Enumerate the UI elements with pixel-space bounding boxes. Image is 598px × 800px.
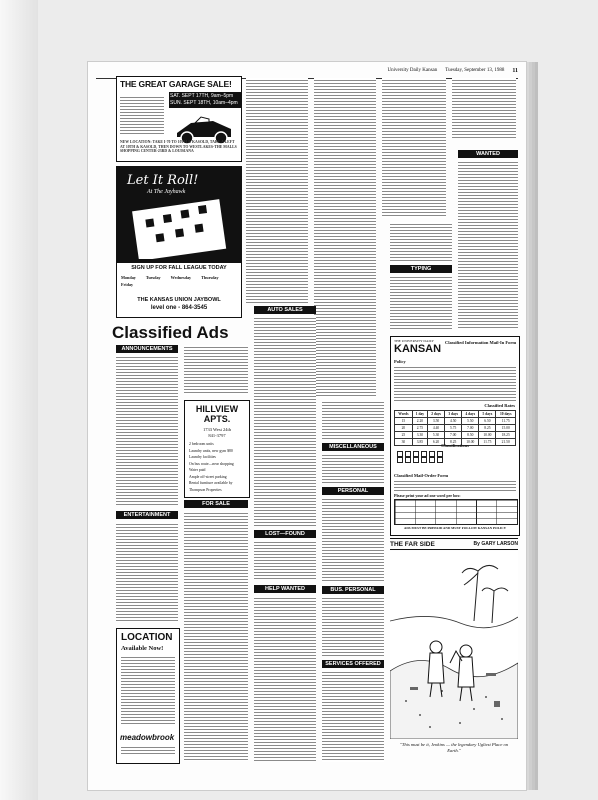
rates-cell: 3.50 bbox=[428, 418, 445, 425]
hillview-ad bbox=[184, 400, 250, 498]
lost-found-listings bbox=[254, 540, 316, 580]
rates-cell: 5.30 bbox=[428, 432, 445, 439]
rates-cell: 21.50 bbox=[496, 439, 516, 446]
mailin-fields[interactable] bbox=[394, 479, 516, 491]
hillview-feature: Rental furniture available by Thompson Properties bbox=[189, 481, 233, 492]
rates-cell: 2.20 bbox=[412, 418, 427, 425]
listings-col4-top bbox=[382, 78, 446, 218]
meadowbrook-logo: meadowbrook bbox=[120, 733, 175, 742]
section-personal: PERSONAL bbox=[322, 487, 384, 495]
section-miscellaneous: MISCELLANEOUS bbox=[322, 443, 384, 451]
kansan-policy: Policy bbox=[394, 359, 406, 364]
hillview-feature: 2 bedroom units bbox=[189, 442, 214, 446]
form-footer: ADS MUST BE PREPAID AND MUST FOLLOW KANSAN POLICY bbox=[403, 526, 507, 530]
far-side-title: THE FAR SIDE bbox=[390, 540, 435, 548]
hillview-feature: On bus route—near shopping bbox=[189, 461, 234, 466]
garage-sale-dates bbox=[169, 92, 241, 108]
section-entertainment: ENTERTAINMENT bbox=[116, 511, 178, 519]
bowling-days bbox=[121, 275, 237, 287]
sale-copy bbox=[120, 95, 164, 135]
sale-location: NEW LOCATION: TAKE I-70 TO 10TH & KASOLD, TAKE A LEFT AT 10TH & KASOLD, THEN DOWN TO WESTLAKES-THE MALLS SHOPPING CENTER-23RD & LOUISIANA bbox=[120, 140, 237, 153]
checkbox[interactable] bbox=[437, 457, 443, 463]
day-tuesday: Tuesday bbox=[145, 275, 161, 280]
far-side-header bbox=[390, 538, 518, 550]
location-subtitle: Available Now! bbox=[121, 645, 164, 652]
hillview-feature: Ample off-street parking bbox=[189, 474, 227, 479]
section-lost-found: LOST—FOUND bbox=[254, 530, 316, 538]
bowling-signup: SIGN UP FOR FALL LEAGUE TODAY bbox=[131, 265, 227, 271]
bowling-ad bbox=[116, 166, 242, 318]
rates-cell: 8.25 bbox=[445, 439, 462, 446]
rates-header: 1 day bbox=[412, 411, 427, 418]
checkbox[interactable] bbox=[397, 457, 403, 463]
personal-listings bbox=[322, 497, 384, 582]
hillview-feature: Laundry facilities bbox=[189, 455, 216, 459]
rates-cell: 25 bbox=[395, 432, 413, 439]
rates-title: Classified Rates bbox=[484, 403, 515, 408]
far-side-author: By GARY LARSON bbox=[473, 541, 518, 547]
location-footer bbox=[121, 745, 175, 755]
bowling-phone: level one - 864-3545 bbox=[150, 305, 208, 311]
section-for-sale: FOR SALE bbox=[184, 500, 248, 508]
day-monday: Monday bbox=[121, 275, 136, 280]
rates-cell: 15 bbox=[395, 418, 413, 425]
rates-row bbox=[395, 425, 516, 432]
kansan-form-title: Classified Information Mail-In Form bbox=[445, 340, 517, 345]
listings-col5-top bbox=[452, 78, 516, 138]
paper-name: University Daily Kansan bbox=[387, 68, 438, 73]
rates-row bbox=[395, 418, 516, 425]
garage-sale-ad bbox=[116, 76, 242, 162]
day-friday: Friday bbox=[121, 282, 134, 287]
bus-personal-listings bbox=[322, 596, 384, 656]
section-typing: TYPING bbox=[390, 265, 452, 273]
rates-header: Words bbox=[395, 411, 413, 418]
listings-col3-top bbox=[314, 78, 376, 398]
section-wanted: WANTED bbox=[458, 150, 518, 158]
far-side-caption: "This must be it, Jenkins — the legendary Ugliest Place on Earth." bbox=[399, 742, 509, 753]
word-boxes[interactable] bbox=[394, 499, 518, 525]
rates-cell: 2.75 bbox=[412, 425, 427, 432]
bowling-art bbox=[117, 167, 241, 263]
rates-cell: 30 bbox=[395, 439, 413, 446]
hillview-feature: Laundry units, new gym $80 bbox=[189, 448, 233, 453]
rates-cell: 7.00 bbox=[445, 432, 462, 439]
classification-checkboxes bbox=[397, 451, 515, 469]
location-ad bbox=[116, 628, 180, 764]
rates-header: 4 days bbox=[462, 411, 479, 418]
checkbox[interactable] bbox=[413, 457, 419, 463]
listings-col2-top bbox=[246, 78, 308, 303]
classified-title: Classified Ads bbox=[112, 323, 229, 342]
rates-cell: 6.20 bbox=[428, 439, 445, 446]
kansan-logo: KANSAN bbox=[394, 343, 442, 355]
announcements-listings bbox=[116, 355, 178, 505]
location-title: LOCATION bbox=[121, 632, 173, 643]
col2-listings-a bbox=[184, 345, 248, 395]
far-side-cartoon bbox=[390, 551, 518, 739]
rates-cell: 8.50 bbox=[462, 432, 479, 439]
typing-listings bbox=[390, 275, 452, 330]
checkbox[interactable] bbox=[405, 457, 411, 463]
hillview-features bbox=[189, 441, 247, 493]
bowling-script-title: Let It Roll! bbox=[127, 173, 199, 188]
rates-header: 10 days bbox=[496, 411, 516, 418]
rates-table bbox=[394, 410, 516, 446]
for-sale-listings bbox=[184, 511, 248, 761]
bowling-script-sub: At The Jayhawk bbox=[147, 189, 186, 195]
paper-date: Tuesday, September 13, 1988 bbox=[445, 68, 505, 73]
rates-cell: 10.00 bbox=[462, 439, 479, 446]
day-wednesday: Wednesday bbox=[170, 275, 192, 280]
col5-listings-a bbox=[390, 222, 452, 262]
help-wanted-listings bbox=[254, 596, 316, 761]
garage-sale-title: THE GREAT GARAGE SALE! bbox=[120, 79, 232, 89]
rates-cell: 4.50 bbox=[445, 418, 462, 425]
day-thursday: Thursday bbox=[201, 275, 219, 280]
rates-cell: 5.75 bbox=[445, 425, 462, 432]
kansan-mailin-form bbox=[390, 336, 520, 536]
location-copy bbox=[121, 655, 175, 725]
rates-cell: 5.50 bbox=[462, 418, 479, 425]
rates-cell: 20 bbox=[395, 425, 413, 432]
hillview-address: 1733 West 24th bbox=[202, 427, 232, 432]
entertainment-listings bbox=[116, 522, 178, 622]
rates-cell: 11.75 bbox=[496, 418, 516, 425]
col4-listings-a bbox=[322, 400, 384, 440]
kansan-small: THE UNIVERSITY DAILY bbox=[394, 339, 434, 343]
sale-date-sun: SUN. SEPT 18TH, 10am–4pm bbox=[170, 100, 238, 106]
bowling-union: THE KANSAS UNION JAYBOWL bbox=[137, 297, 221, 303]
rates-cell: 4.40 bbox=[428, 425, 445, 432]
section-auto-sales: AUTO SALES bbox=[254, 306, 316, 314]
hillview-feature: Water paid bbox=[189, 468, 206, 472]
misc-listings bbox=[322, 453, 384, 483]
print-instruction: Please print your ad one word per box: bbox=[394, 493, 461, 498]
rates-header-row bbox=[395, 411, 516, 418]
rates-header: 2 days bbox=[428, 411, 445, 418]
page-number: 11 bbox=[512, 68, 518, 74]
section-bus-personal: BUS. PERSONAL bbox=[322, 586, 384, 594]
rates-header: 3 days bbox=[445, 411, 462, 418]
section-help-wanted: HELP WANTED bbox=[254, 585, 316, 593]
sale-date-sat: SAT. SEPT 17TH, 9am–5pm bbox=[170, 93, 234, 99]
rates-row bbox=[395, 432, 516, 439]
rates-cell: 11.75 bbox=[479, 439, 496, 446]
hillview-phone: 841-3797 bbox=[208, 433, 226, 438]
classifications-title: Classifications bbox=[441, 443, 469, 448]
section-announcements: ANNOUNCEMENTS bbox=[116, 345, 178, 353]
hillview-title: HILLVIEW APTS. bbox=[195, 404, 239, 424]
far-side-panel bbox=[390, 538, 518, 764]
services-listings bbox=[322, 670, 384, 762]
bowling-pins-illustration bbox=[125, 199, 233, 259]
section-services: SERVICES OFFERED bbox=[322, 660, 384, 668]
auto-sales-listings bbox=[254, 316, 316, 526]
rates-cell: 18.25 bbox=[496, 432, 516, 439]
rates-cell: 10.00 bbox=[479, 432, 496, 439]
kansan-policy-text bbox=[394, 365, 516, 403]
wanted-listings bbox=[458, 160, 518, 330]
rates-cell: 3.85 bbox=[412, 439, 427, 446]
rates-header: 5 days bbox=[479, 411, 496, 418]
scanner-edge bbox=[0, 0, 38, 800]
checkbox[interactable] bbox=[429, 457, 435, 463]
checkbox[interactable] bbox=[421, 457, 427, 463]
rates-cell: 3.30 bbox=[412, 432, 427, 439]
rates-cell: 8.25 bbox=[479, 425, 496, 432]
rates-cell: 15.00 bbox=[496, 425, 516, 432]
rates-cell: 7.00 bbox=[462, 425, 479, 432]
rates-cell: 6.50 bbox=[479, 418, 496, 425]
mailin-title: Classified Mail-Order Form bbox=[394, 473, 449, 478]
